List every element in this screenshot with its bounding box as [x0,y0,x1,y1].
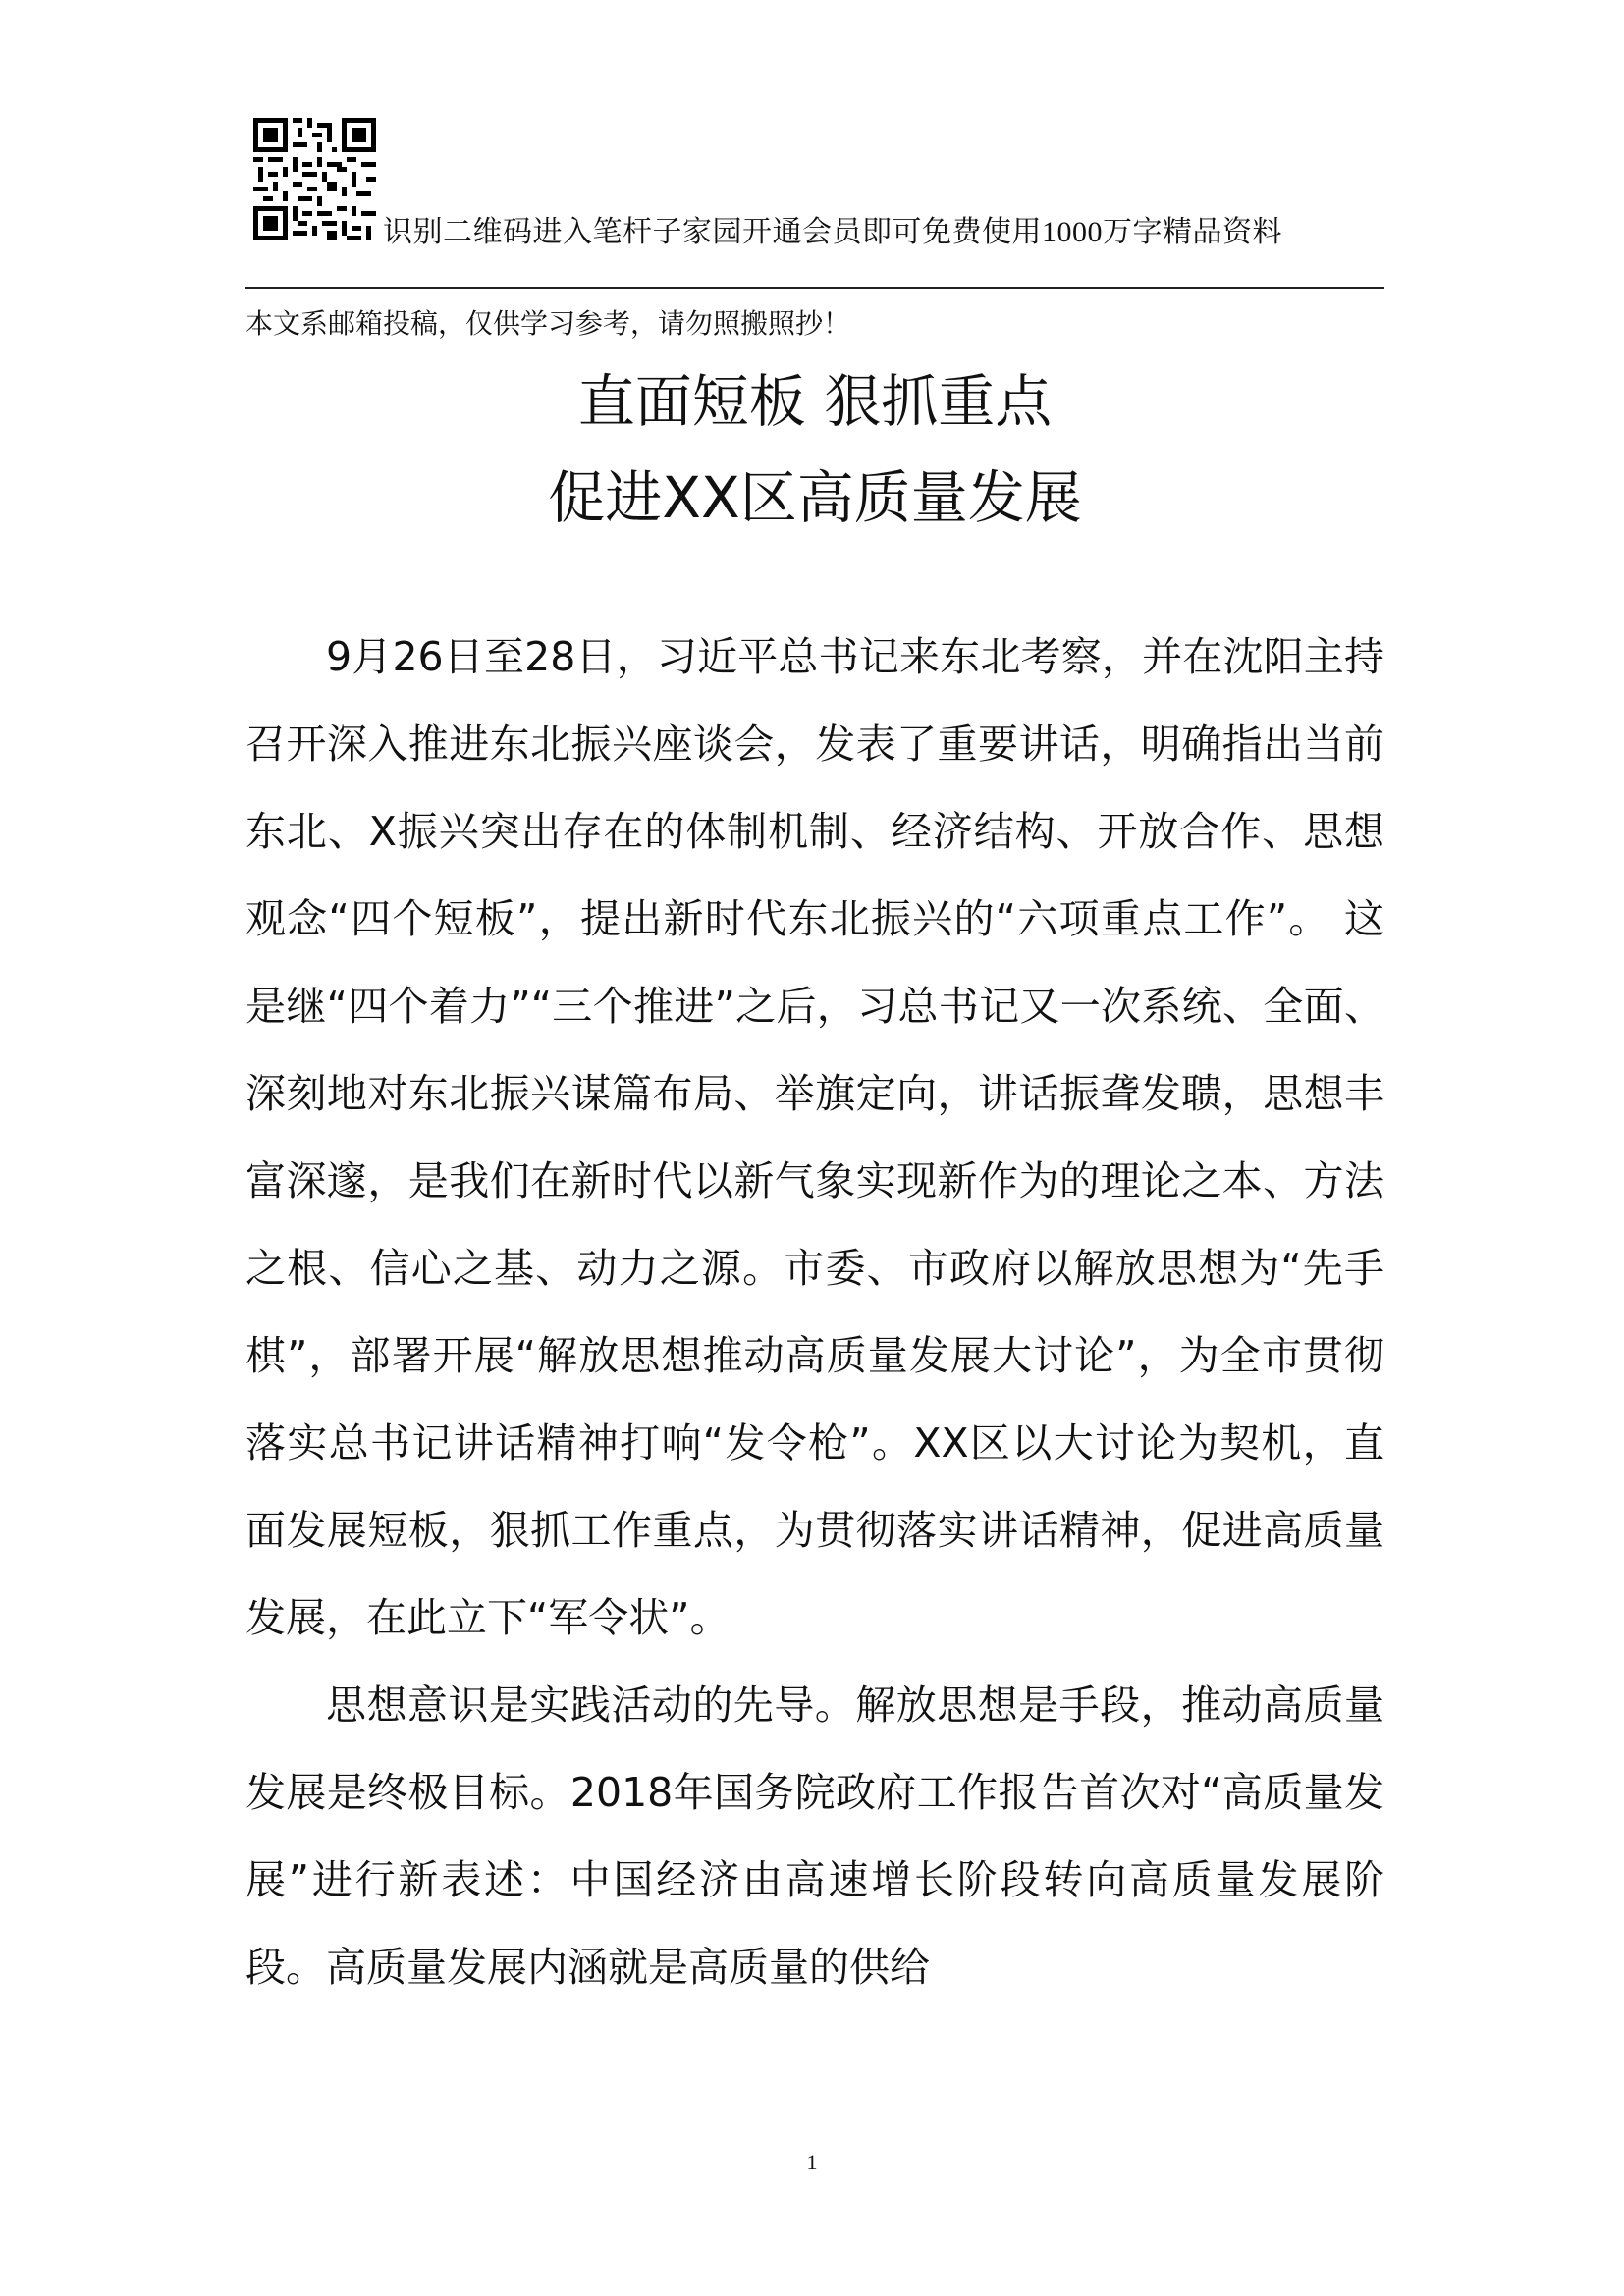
body-paragraph-1: 9月26日至28日，习近平总书记来东北考察，并在沈阳主持召开深入推进东北振兴座谈会，发表了重要讲话，明确指出当前东北、X振兴突出存在的体制机制、经济结构、开放合作、思想观念“四个短板”，提出新时代东北振兴的“六项重点工作”。 这是继“四个着力”“三个推进”之后，习总书记又一次系统、全面、深刻地对东北振兴谋篇布局、举旗定向，讲话振聋发聩，思想丰富深邃，是我们在新时代以新气象实现新作为的理论之本、方法之根、信心之基、动力之源。市委、市政府以解放思想为“先手棋”，部署开展“解放思想推动高质量发展大讨论”，为全市贯彻落实总书记讲话精神打响“发令枪”。XX区以大讨论为契机，直面发展短板，狠抓工作重点，为贯彻落实讲话精神，促进高质量发展，在此立下“军令状”。 [245,633,1384,1641]
disclaimer-text: 本文系邮箱投稿，仅供学习参考，请勿照搬照抄！ [245,307,851,340]
header-promo-text: 识别二维码进入笔杆子家园开通会员即可免费使用1000万字精品资料 [383,216,1282,248]
page-number: 1 [806,2150,818,2174]
body-paragraph-2: 思想意识是实践活动的先导。解放思想是手段，推动高质量发展是终极目标。2018年国务院政府工作报告首次对“高质量发展”进行新表述：中国经济由高速增长阶段转向高质量发展阶段。高质量发展内涵就是高质量的供给 [245,1682,1384,1991]
title-line-1: 直面短板 狠抓重点 [577,368,1053,435]
qr-code-icon [253,118,376,240]
title-line-2: 促进XX区高质量发展 [548,464,1082,531]
document-body [245,614,1384,2011]
header-divider [245,287,1384,289]
page-header [245,118,1384,290]
document-title [245,353,1384,546]
